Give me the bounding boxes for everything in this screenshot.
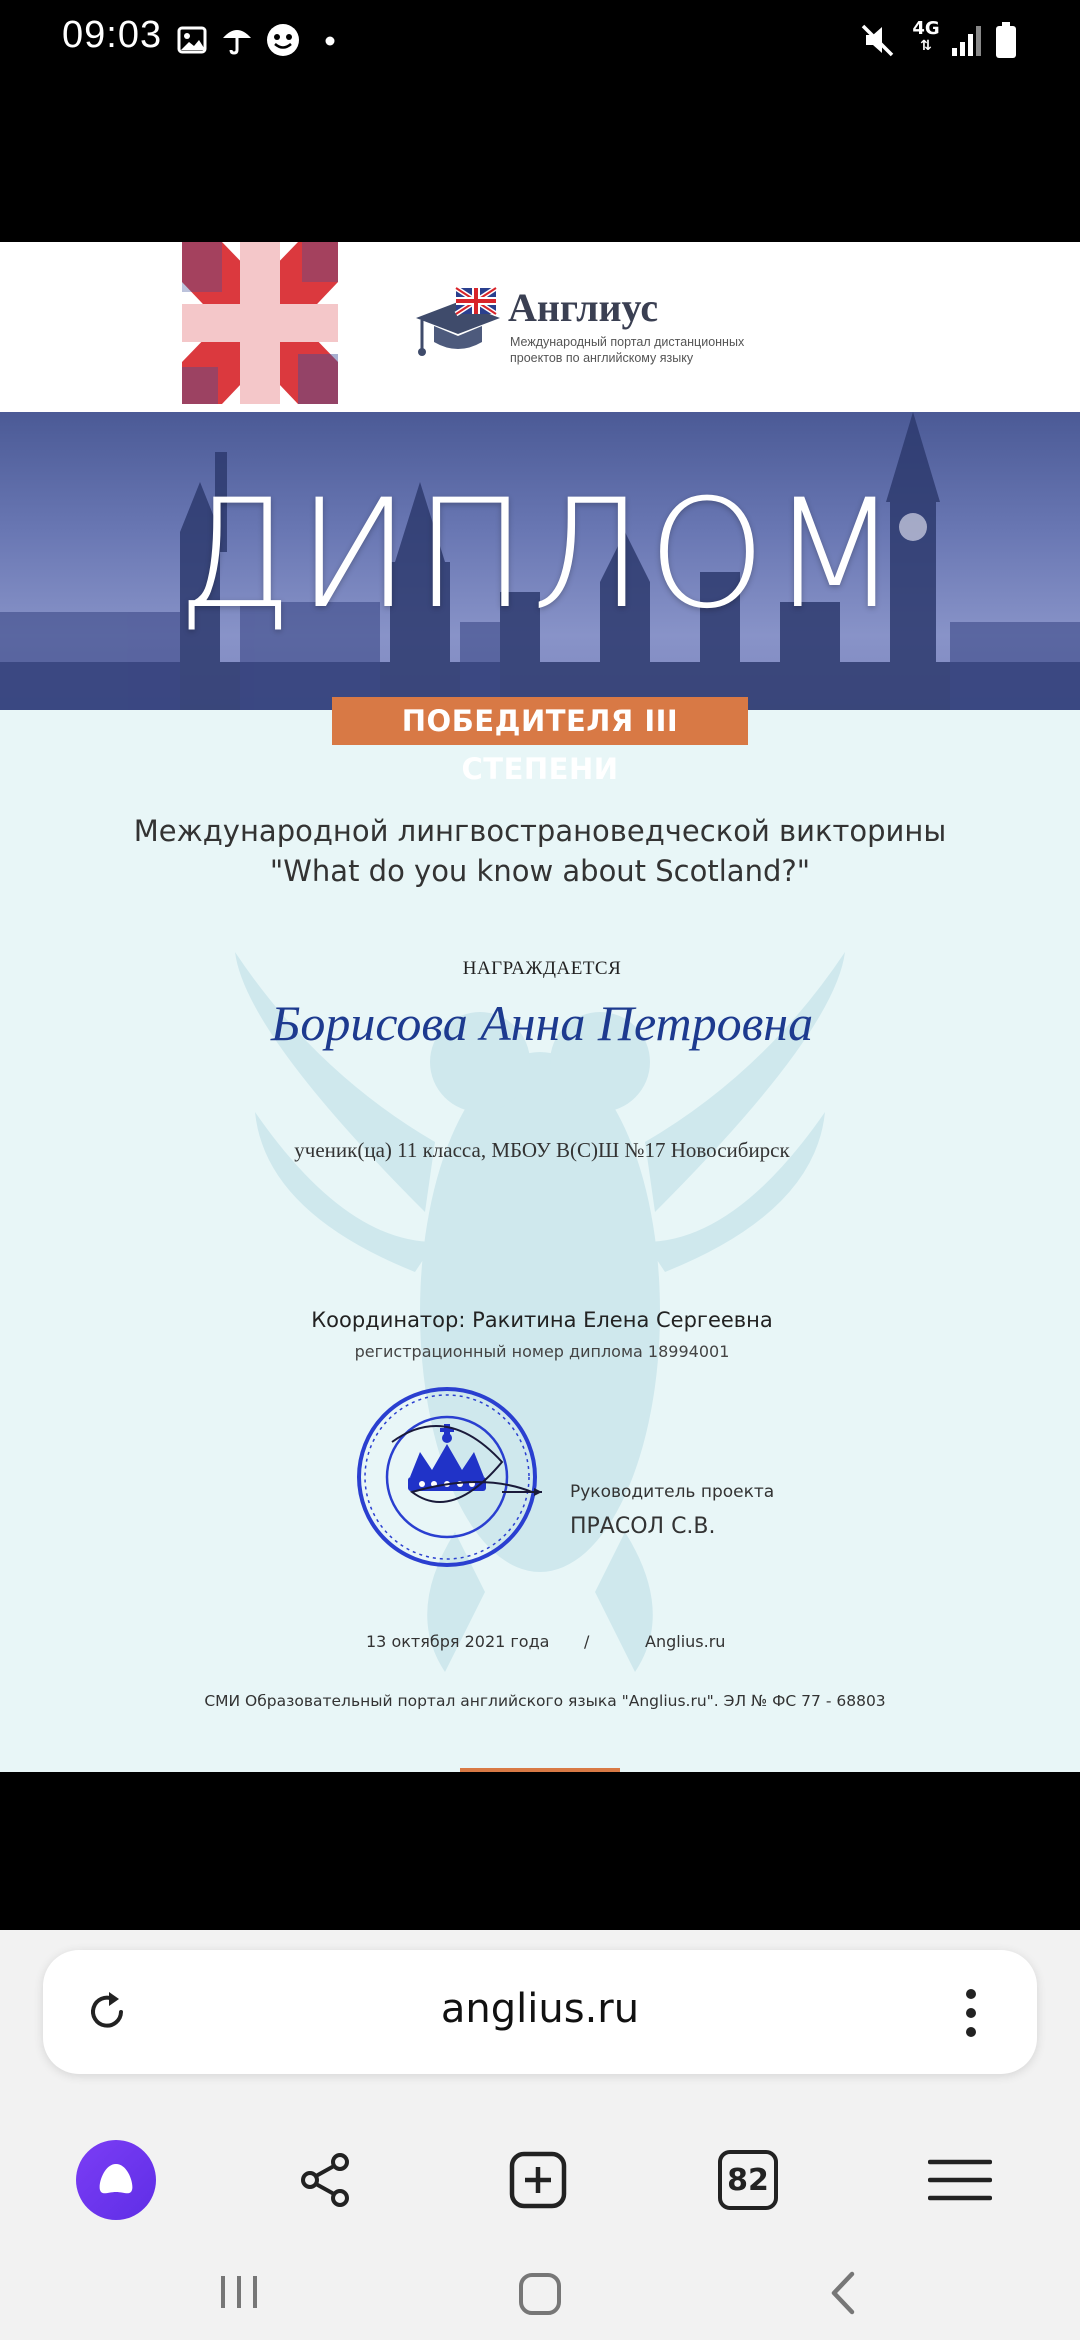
- plus-square-icon: [508, 2150, 568, 2210]
- coordinator: Координатор: Ракитина Елена Сергеевна: [311, 1308, 773, 1332]
- graduation-cap-icon: [412, 284, 504, 364]
- logo-name: Англиус: [508, 285, 659, 330]
- menu-button[interactable]: [920, 2140, 1000, 2220]
- footer-site: Anglius.ru: [645, 1632, 726, 1651]
- address-text[interactable]: anglius.ru: [440, 1986, 640, 2032]
- status-bar: [0, 0, 1080, 84]
- signal-icon: [950, 20, 984, 60]
- tabs-button[interactable]: [708, 2140, 788, 2220]
- degree-badge: ПОБЕДИТЕЛЯ III СТЕПЕНИ: [332, 697, 748, 745]
- hamburger-icon: [928, 2156, 992, 2204]
- top-black-band: [0, 84, 1080, 242]
- quiz-title-line1: Международной лингвострановедческой викторины: [133, 814, 947, 848]
- alice-assistant-button[interactable]: [76, 2140, 156, 2220]
- status-time: 09:03: [62, 14, 163, 56]
- diploma-date: 13 октября 2021 года: [366, 1632, 550, 1651]
- 4g-icon: 4G ⇅: [912, 18, 940, 54]
- winner-name: Борисова Анна Петровна: [270, 995, 814, 1051]
- official-stamp: [352, 1382, 542, 1572]
- mute-icon: [858, 20, 898, 60]
- tabs-count-box: [718, 2150, 778, 2210]
- new-tab-button[interactable]: [498, 2140, 578, 2220]
- union-jack-art: [182, 242, 338, 404]
- alice-icon: [94, 2160, 138, 2200]
- media-registration: СМИ Образовательный портал английского языка "Anglius.ru". ЭЛ № ФС 77 - 68803: [204, 1692, 886, 1710]
- system-nav-bar: [0, 2240, 1080, 2340]
- browser-chrome: [0, 1930, 1080, 2340]
- project-head-name: ПРАСОЛ С.В.: [570, 1514, 716, 1539]
- logo-subtitle: Международный портал дистанционных проектов по английскому языку: [510, 335, 745, 365]
- home-icon[interactable]: [518, 2272, 562, 2316]
- anglius-logo: [412, 284, 772, 364]
- awarded-label: НАГРАЖДАЕТСЯ: [462, 958, 622, 979]
- footer-separator: /: [584, 1632, 590, 1651]
- student-info: ученик(ца) 11 класса, МБОУ В(С)Ш №17 Новосибирск: [294, 1138, 790, 1162]
- diploma-title: ДИПЛОМ: [176, 468, 904, 642]
- back-icon[interactable]: [826, 2270, 860, 2316]
- project-head-label: Руководитель проекта: [570, 1482, 775, 1502]
- more-vertical-icon[interactable]: [963, 1986, 979, 2040]
- diploma-header: [0, 242, 1080, 412]
- share-icon: [296, 2150, 356, 2210]
- battery-icon: [994, 20, 1018, 60]
- image-icon: [176, 24, 208, 56]
- browser-toolbar: [0, 2110, 1080, 2240]
- tabs-count: 82: [727, 2162, 769, 2198]
- share-button[interactable]: [286, 2140, 366, 2220]
- recent-apps-icon[interactable]: [218, 2272, 260, 2312]
- address-bar[interactable]: [43, 1950, 1037, 2074]
- diploma-banner: [0, 412, 1080, 710]
- registration-number: регистрационный номер диплома 18994001: [354, 1342, 730, 1361]
- emoji-icon: [265, 22, 301, 58]
- diploma-image: [0, 242, 1080, 1772]
- dot-icon: [325, 36, 335, 46]
- quiz-title-line2: "What do you know about Scotland?": [269, 854, 811, 888]
- bottom-black-band: [0, 1772, 1080, 1930]
- umbrella-icon: [220, 22, 254, 56]
